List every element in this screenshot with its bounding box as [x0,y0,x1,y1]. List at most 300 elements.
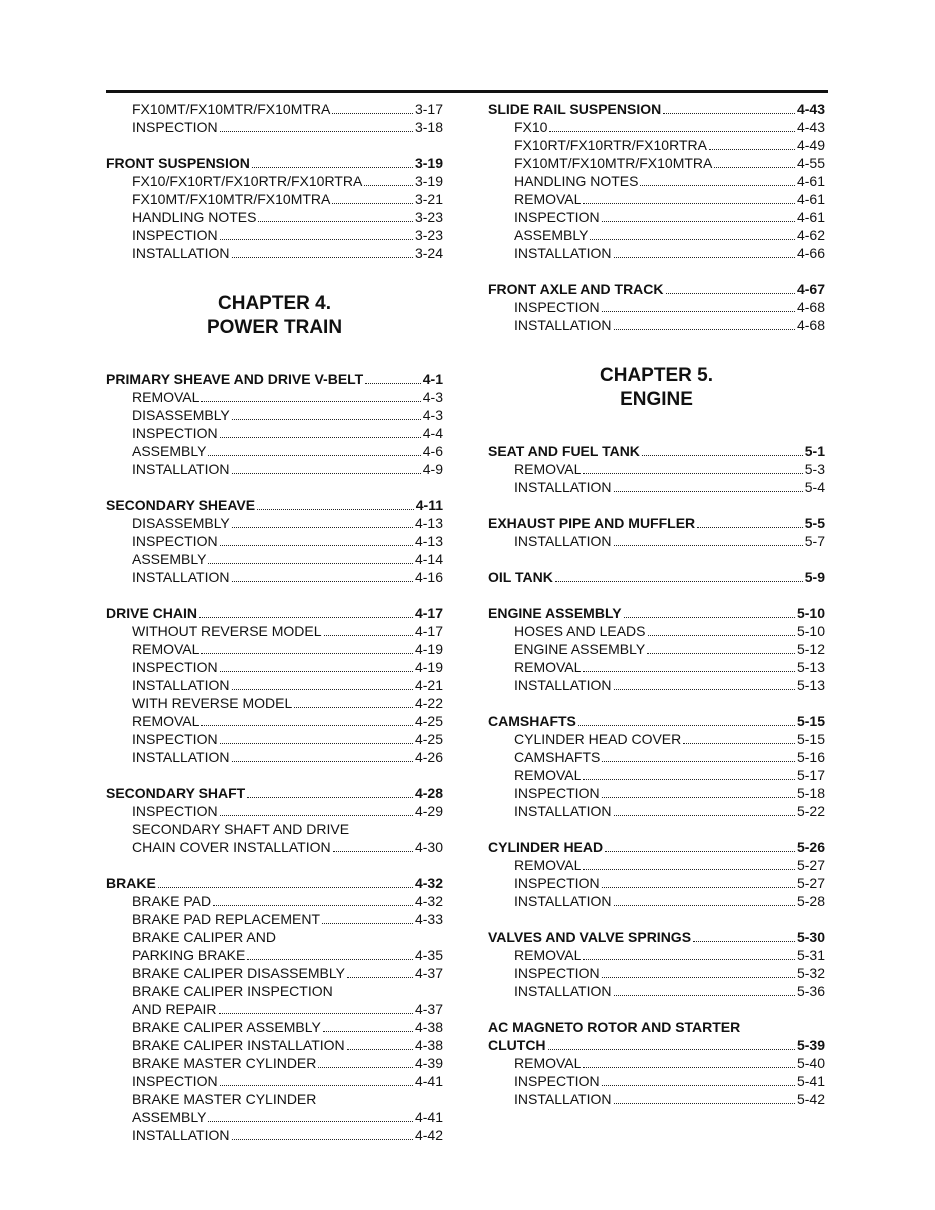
toc-entry-cylinder-head-cover[interactable] [488,730,825,748]
toc-section [488,712,825,820]
toc-entry-installation[interactable] [488,982,825,1000]
toc-entry-title: BRAKE PAD REPLACEMENT [132,911,321,927]
toc-entry-inspection[interactable] [106,118,443,136]
toc-entry-page: 5-18 [796,785,825,801]
toc-entry-page: 4-42 [414,1127,443,1143]
toc-entry-ac-magneto-rotor-and-starter[interactable] [488,1018,825,1036]
toc-entry-page: 3-23 [414,227,443,243]
toc-entry-page: 4-22 [414,695,443,711]
chapter-title: ENGINE [620,389,693,410]
toc-entry-removal[interactable] [106,388,443,406]
toc-section [488,100,825,262]
toc-entry-parking-brake[interactable] [106,946,443,964]
toc-entry-page: 4-19 [414,659,443,675]
toc-entry-page: 4-66 [796,245,825,261]
toc-entry-title: AND REPAIR [132,1001,217,1017]
dot-leader [247,797,413,798]
toc-entry-title: INSPECTION [132,227,218,243]
toc-entry-title: SECONDARY SHAFT AND DRIVE [132,821,350,837]
toc-entry-title: ENGINE ASSEMBLY [488,605,622,621]
toc-entry-inspection[interactable] [106,658,443,676]
dot-leader [232,689,413,690]
toc-entry-page: 5-10 [796,623,825,639]
toc-entry-camshafts[interactable] [488,712,825,730]
toc-entry-page: 4-37 [414,965,443,981]
toc-entry-page: 4-26 [414,749,443,765]
toc-entry-removal[interactable] [488,766,825,784]
toc-section [106,100,443,136]
toc-entry-brake-master-cylinder[interactable] [106,1090,443,1108]
toc-entry-without-reverse-model[interactable] [106,622,443,640]
toc-entry-page: 4-28 [414,785,443,801]
toc-entry-page: 4-4 [422,425,443,441]
toc-entry-page: 4-3 [422,389,443,405]
dot-leader [232,473,421,474]
toc-entry-and-repair[interactable] [106,1000,443,1018]
toc-entry-page: 5-15 [796,731,825,747]
toc-entry-page: 4-29 [414,803,443,819]
toc-entry-title: ASSEMBLY [514,227,589,243]
toc-entry-title: INSTALLATION [514,479,612,495]
toc-entry-page: 4-25 [414,731,443,747]
toc-entry-title: FRONT AXLE AND TRACK [488,281,664,297]
dot-leader [232,419,421,420]
dot-leader [232,527,413,528]
toc-entry-removal[interactable] [488,658,825,676]
dot-leader [602,1085,795,1086]
chapter-title: POWER TRAIN [206,317,343,338]
toc-entry-inspection[interactable] [106,424,443,442]
toc-section [488,604,825,694]
toc-entry-brake-caliper-disassembly[interactable] [106,964,443,982]
toc-entry-title: HANDLING NOTES [514,173,639,189]
toc-section [106,370,443,478]
dot-leader [683,743,795,744]
toc-entry-page: 5-15 [796,713,825,729]
toc-entry-slide-rail-suspension[interactable] [488,100,825,118]
toc-entry-page: 4-30 [414,839,443,855]
toc-entry-installation[interactable] [488,478,825,496]
dot-leader [232,581,413,582]
toc-entry-installation[interactable] [106,748,443,766]
toc-entry-page: 4-25 [414,713,443,729]
toc-entry-title: ENGINE ASSEMBLY [514,641,646,657]
dot-leader [219,1013,413,1014]
toc-entry-inspection[interactable] [488,208,825,226]
toc-entry-engine-assembly[interactable] [488,640,825,658]
toc-entry-title: INSTALLATION [132,1127,230,1143]
toc-section [106,874,443,1144]
toc-entry-brake-caliper-assembly[interactable] [106,1018,443,1036]
toc-entry-page: 4-62 [796,227,825,243]
toc-section [488,442,825,496]
toc-entry-page: 4-21 [414,677,443,693]
toc-entry-inspection[interactable] [106,226,443,244]
dot-leader [555,581,803,582]
chapter-number: CHAPTER 4. [218,293,331,314]
dot-leader [614,689,795,690]
toc-entry-title: AC MAGNETO ROTOR AND STARTER [488,1019,741,1035]
toc-entry-title: DRIVE CHAIN [106,605,198,621]
toc-entry-page: 4-13 [414,515,443,531]
toc-entry-title: INSPECTION [132,1073,218,1089]
toc-entry-inspection[interactable] [488,874,825,892]
toc-entry-title: INSTALLATION [514,803,612,819]
toc-entry-title: REMOVAL [132,641,200,657]
toc-entry-title: INSTALLATION [514,983,612,999]
toc-section [488,1018,825,1108]
toc-entry-cylinder-head[interactable] [488,838,825,856]
toc-entry-title: INSTALLATION [514,677,612,693]
dot-leader [549,131,795,132]
toc-entry-page: 5-1 [804,443,825,459]
dot-leader [208,455,420,456]
toc-entry-inspection[interactable] [106,532,443,550]
toc-entry-chain-cover-installation[interactable] [106,838,443,856]
toc-entry-page: 3-17 [414,101,443,117]
chapter-number: CHAPTER 5. [600,365,713,386]
toc-entry-title: INSPECTION [132,533,218,549]
toc-entry-installation[interactable] [106,568,443,586]
toc-entry-installation[interactable] [106,244,443,262]
toc-entry-inspection[interactable] [488,1072,825,1090]
toc-section [106,496,443,586]
toc-entry-removal[interactable] [488,190,825,208]
dot-leader [709,149,795,150]
toc-entry-page: 4-68 [796,317,825,333]
toc-entry-page: 5-12 [796,641,825,657]
toc-entry-removal[interactable] [488,946,825,964]
toc-entry-page: 4-19 [414,641,443,657]
toc-entry-page: 4-35 [414,947,443,963]
toc-entry-installation[interactable] [488,892,825,910]
toc-entry-page: 3-19 [414,173,443,189]
dot-leader [332,203,413,204]
toc-section [106,604,443,766]
toc-section [488,838,825,910]
toc-entry-page: 4-39 [414,1055,443,1071]
dot-leader [201,725,413,726]
toc-entry-removal[interactable] [106,712,443,730]
toc-entry-removal[interactable] [488,460,825,478]
dot-leader [220,437,421,438]
toc-entry-page: 4-11 [415,497,443,513]
toc-entry-installation[interactable] [488,316,825,334]
toc-entry-primary-sheave-and-drive-v-belt[interactable] [106,370,443,388]
dot-leader [583,779,795,780]
toc-entry-page: 4-61 [796,191,825,207]
dot-leader [614,491,803,492]
toc-entry-page: 5-30 [796,929,825,945]
toc-entry-title: OIL TANK [488,569,553,585]
dot-leader [602,887,795,888]
toc-entry-brake-caliper-installation[interactable] [106,1036,443,1054]
toc-entry-secondary-shaft[interactable] [106,784,443,802]
dot-leader [548,1049,795,1050]
toc-entry-page: 5-39 [796,1037,825,1053]
toc-entry-assembly[interactable] [106,550,443,568]
toc-entry-title: FX10 [514,119,548,135]
dot-leader [294,707,413,708]
toc-entry-inspection[interactable] [488,298,825,316]
toc-entry-clutch[interactable] [488,1036,825,1054]
toc-entry-brake[interactable] [106,874,443,892]
toc-entry-title: HANDLING NOTES [132,209,257,225]
dot-leader [318,1067,413,1068]
toc-entry-title: FX10MT/FX10MTR/FX10MTRA [132,101,331,117]
toc-entry-title: CLUTCH [488,1037,546,1053]
toc-section [106,154,443,262]
dot-leader [614,815,795,816]
toc-right-column [488,100,825,1126]
toc-entry-page: 5-27 [796,875,825,891]
toc-section [488,568,825,586]
toc-entry-installation[interactable] [106,676,443,694]
dot-leader [663,113,795,114]
toc-entry-disassembly[interactable] [106,514,443,532]
toc-entry-page: 4-38 [414,1019,443,1035]
toc-entry-title: SECONDARY SHAFT [106,785,246,801]
toc-entry-fx10mt-fx10mtr-fx10mtra[interactable] [106,100,443,118]
toc-entry-title: DISASSEMBLY [132,407,230,423]
toc-entry-handling-notes[interactable] [488,172,825,190]
toc-entry-front-suspension[interactable] [106,154,443,172]
toc-entry-page: 4-55 [796,155,825,171]
toc-entry-page: 5-16 [796,749,825,765]
toc-entry-handling-notes[interactable] [106,208,443,226]
toc-section [106,784,443,856]
dot-leader [642,455,803,456]
toc-entry-title: INSPECTION [514,875,600,891]
dot-leader [602,221,795,222]
dot-leader [583,473,802,474]
dot-leader [365,383,421,384]
toc-entry-secondary-sheave[interactable] [106,496,443,514]
toc-section [488,928,825,1000]
dot-leader [232,761,413,762]
dot-leader [614,329,795,330]
dot-leader [201,653,413,654]
toc-entry-title: BRAKE CALIPER DISASSEMBLY [132,965,345,981]
toc-entry-title: SEAT AND FUEL TANK [488,443,640,459]
toc-entry-disassembly[interactable] [106,406,443,424]
toc-entry-title: WITH REVERSE MODEL [132,695,293,711]
toc-entry-removal[interactable] [488,1054,825,1072]
toc-entry-title: FX10RT/FX10RTR/FX10RTRA [514,137,707,153]
toc-entry-title: REMOVAL [514,461,582,477]
dot-leader [614,545,803,546]
toc-entry-page: 5-13 [796,677,825,693]
dot-leader [578,725,795,726]
toc-entry-page: 4-43 [796,119,825,135]
dot-leader [257,509,414,510]
toc-entry-valves-and-valve-springs[interactable] [488,928,825,946]
dot-leader [208,563,413,564]
toc-entry-installation[interactable] [106,1126,443,1144]
toc-entry-title: ASSEMBLY [132,551,207,567]
dot-leader [220,545,413,546]
toc-entry-inspection[interactable] [106,730,443,748]
toc-entry-title: INSTALLATION [132,749,230,765]
toc-entry-hoses-and-leads[interactable] [488,622,825,640]
toc-entry-page: 4-17 [414,605,443,621]
toc-entry-page: 5-36 [796,983,825,999]
dot-leader [647,653,795,654]
toc-entry-title: INSTALLATION [514,533,612,549]
dot-leader [252,167,413,168]
toc-entry-title: REMOVAL [514,191,582,207]
toc-entry-title: INSPECTION [132,425,218,441]
toc-entry-page: 5-26 [796,839,825,855]
chapter-heading [106,292,443,340]
toc-entry-title: CAMSHAFTS [514,749,601,765]
toc-entry-title: FX10MT/FX10MTR/FX10MTRA [514,155,713,171]
toc-entry-title: BRAKE [106,875,156,891]
toc-entry-page: 4-16 [414,569,443,585]
dot-leader [199,617,413,618]
toc-entry-camshafts[interactable] [488,748,825,766]
toc-entry-installation[interactable] [488,1090,825,1108]
toc-entry-oil-tank[interactable] [488,568,825,586]
dot-leader [213,905,413,906]
toc-entry-inspection[interactable] [106,802,443,820]
dot-leader [201,401,420,402]
toc-entry-removal[interactable] [488,856,825,874]
dot-leader [666,293,795,294]
dot-leader [333,851,413,852]
toc-entry-title: INSTALLATION [132,461,230,477]
dot-leader [232,1139,413,1140]
toc-entry-page: 4-43 [796,101,825,117]
toc-entry-fx10-fx10rt-fx10rtr-fx10rtra[interactable] [106,172,443,190]
dot-leader [324,635,413,636]
toc-entry-with-reverse-model[interactable] [106,694,443,712]
toc-entry-title: INSTALLATION [514,245,612,261]
dot-leader [583,1067,795,1068]
toc-entry-page: 5-10 [796,605,825,621]
toc-entry-brake-master-cylinder[interactable] [106,1054,443,1072]
toc-entry-fx10mt-fx10mtr-fx10mtra[interactable] [488,154,825,172]
toc-entry-installation[interactable] [488,802,825,820]
toc-entry-title: BRAKE CALIPER INSTALLATION [132,1037,345,1053]
dot-leader [605,851,795,852]
toc-entry-page: 4-61 [796,173,825,189]
toc-entry-inspection[interactable] [488,784,825,802]
toc-entry-brake-caliper-inspection[interactable] [106,982,443,1000]
toc-entry-installation[interactable] [488,244,825,262]
toc-entry-removal[interactable] [106,640,443,658]
toc-entry-title: REMOVAL [514,947,582,963]
toc-entry-brake-pad[interactable] [106,892,443,910]
dot-leader [583,671,795,672]
toc-entry-title: BRAKE CALIPER INSPECTION [132,983,333,999]
toc-entry-page: 5-28 [796,893,825,909]
chapter-heading [488,364,825,412]
dot-leader [614,905,795,906]
toc-entry-secondary-shaft-and-drive[interactable] [106,820,443,838]
toc-entry-assembly[interactable] [106,1108,443,1126]
toc-entry-page: 4-9 [422,461,443,477]
dot-leader [602,311,795,312]
toc-entry-title: INSTALLATION [132,569,230,585]
dot-leader [364,185,413,186]
dot-leader [220,743,413,744]
toc-entry-title: HOSES AND LEADS [514,623,646,639]
toc-entry-page: 4-41 [414,1109,443,1125]
toc-entry-fx10[interactable] [488,118,825,136]
toc-entry-title: VALVES AND VALVE SPRINGS [488,929,692,945]
dot-leader [220,131,413,132]
toc-entry-page: 4-32 [414,893,443,909]
toc-entry-title: INSPECTION [132,731,218,747]
toc-entry-page: 3-24 [414,245,443,261]
toc-entry-page: 4-67 [796,281,825,297]
toc-entry-page: 5-41 [796,1073,825,1089]
toc-entry-title: EXHAUST PIPE AND MUFFLER [488,515,696,531]
toc-entry-title: CYLINDER HEAD COVER [514,731,682,747]
toc-entry-title: INSTALLATION [132,245,230,261]
dot-leader [220,1085,413,1086]
toc-entry-title: INSTALLATION [514,893,612,909]
toc-entry-assembly[interactable] [106,442,443,460]
dot-leader [220,671,413,672]
toc-entry-front-axle-and-track[interactable] [488,280,825,298]
dot-leader [158,887,413,888]
dot-leader [347,977,413,978]
toc-entry-page: 4-41 [414,1073,443,1089]
toc-entry-title: PARKING BRAKE [132,947,246,963]
toc-entry-title: ASSEMBLY [132,1109,207,1125]
toc-entry-title: FRONT SUSPENSION [106,155,250,171]
toc-entry-inspection[interactable] [488,964,825,982]
toc-entry-title: FX10/FX10RT/FX10RTR/FX10RTRA [132,173,363,189]
toc-entry-seat-and-fuel-tank[interactable] [488,442,825,460]
dot-leader [640,185,795,186]
toc-entry-title: INSTALLATION [132,677,230,693]
dot-leader [332,113,413,114]
toc-entry-title: BRAKE MASTER CYLINDER [132,1055,317,1071]
dot-leader [697,527,803,528]
toc-entry-brake-caliper-and[interactable] [106,928,443,946]
toc-entry-page: 5-31 [796,947,825,963]
toc-entry-brake-pad-replacement[interactable] [106,910,443,928]
dot-leader [648,635,795,636]
dot-leader [590,239,795,240]
dot-leader [208,1121,413,1122]
toc-entry-inspection[interactable] [106,1072,443,1090]
dot-leader [602,977,795,978]
toc-entry-installation[interactable] [488,676,825,694]
toc-entry-assembly[interactable] [488,226,825,244]
toc-entry-page: 4-61 [796,209,825,225]
toc-entry-title: INSPECTION [132,803,218,819]
toc-entry-title: INSTALLATION [514,1091,612,1107]
dot-leader [693,941,795,942]
toc-entry-page: 5-42 [796,1091,825,1107]
toc-entry-drive-chain[interactable] [106,604,443,622]
toc-entry-installation[interactable] [106,460,443,478]
dot-leader [322,923,413,924]
toc-entry-fx10rt-fx10rtr-fx10rtra[interactable] [488,136,825,154]
toc-entry-installation[interactable] [488,532,825,550]
toc-entry-page: 5-27 [796,857,825,873]
toc-entry-engine-assembly[interactable] [488,604,825,622]
toc-entry-page: 5-32 [796,965,825,981]
dot-leader [614,1103,795,1104]
toc-entry-fx10mt-fx10mtr-fx10mtra[interactable] [106,190,443,208]
dot-leader [614,257,795,258]
toc-entry-exhaust-pipe-and-muffler[interactable] [488,514,825,532]
